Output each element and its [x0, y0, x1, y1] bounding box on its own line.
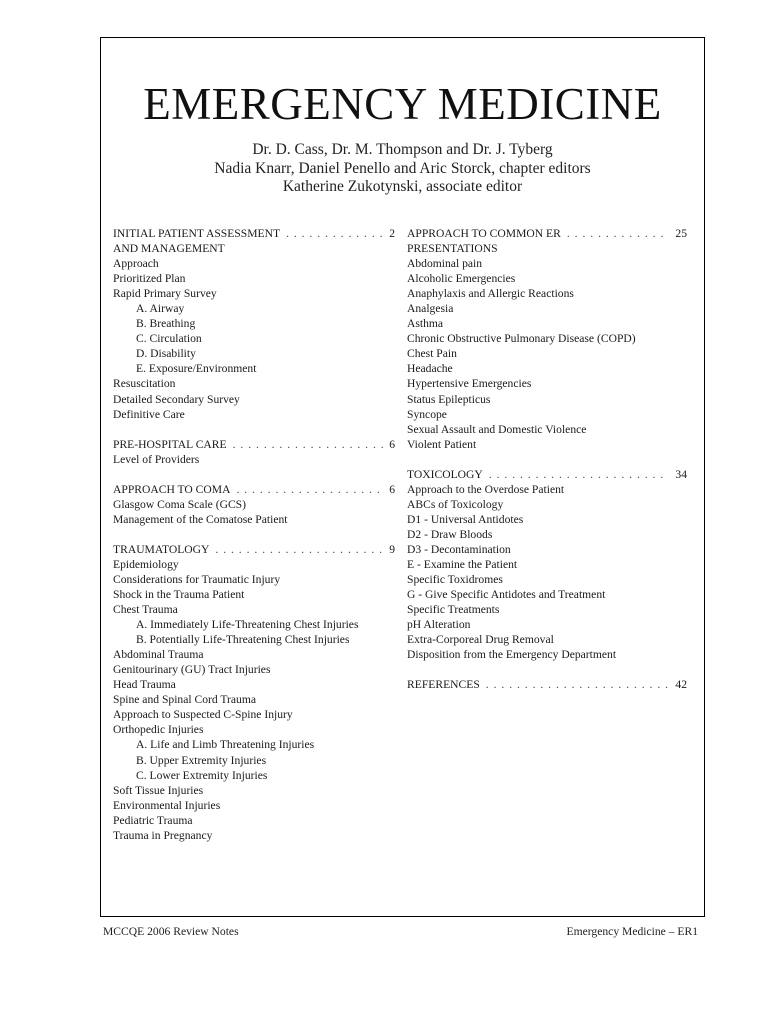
toc-item[interactable]: Anaphylaxis and Allergic Reactions [407, 287, 574, 301]
toc-heading-text: REFERENCES [407, 678, 480, 692]
toc-item[interactable]: A. Immediately Life-Threatening Chest Injuries [136, 618, 359, 632]
toc-item[interactable]: pH Alteration [407, 618, 471, 632]
authors-line: Dr. D. Cass, Dr. M. Thompson and Dr. J. Tyberg [252, 141, 553, 158]
toc-item[interactable]: Chest Pain [407, 347, 457, 361]
toc-item[interactable]: Analgesia [407, 302, 454, 316]
toc-item[interactable]: Abdominal pain [407, 257, 483, 271]
toc-section-heading[interactable] [407, 677, 687, 692]
toc-item[interactable]: Approach [113, 257, 159, 271]
associate-editor-line: Katherine Zukotynski, associate editor [282, 178, 523, 195]
toc-section-approach-to-coma [113, 482, 395, 527]
toc-item[interactable]: Orthopedic Injuries [113, 723, 204, 737]
toc-section-toxicology [407, 467, 687, 663]
toc-item[interactable]: Extra-Corporeal Drug Removal [407, 633, 554, 647]
toc-section-pre-hospital-care [113, 437, 395, 467]
toc-item[interactable]: Abdominal Trauma [113, 648, 204, 662]
toc-item[interactable]: Definitive Care [113, 407, 185, 421]
toc-page-number: 6 [389, 437, 395, 451]
toc-item[interactable]: Prioritized Plan [113, 272, 186, 286]
toc-item[interactable]: Epidemiology [113, 557, 179, 571]
toc-leader-dots [233, 437, 384, 452]
toc-section-heading[interactable] [407, 467, 687, 482]
toc-heading-text: TOXICOLOGY [407, 467, 483, 481]
toc-leader-dots [215, 542, 383, 557]
toc-item[interactable]: ABCs of Toxicology [407, 497, 504, 511]
toc-item[interactable]: E. Exposure/Environment [136, 362, 257, 376]
toc-section-traumatology [113, 542, 395, 843]
toc-item[interactable]: Disposition from the Emergency Department [407, 648, 617, 662]
toc-item[interactable]: Detailed Secondary Survey [113, 392, 240, 406]
toc-item[interactable]: G - Give Specific Antidotes and Treatment [407, 588, 606, 602]
toc-item[interactable]: Status Epilepticus [407, 392, 491, 406]
footer-right: Emergency Medicine – ER1 [566, 925, 698, 938]
toc-heading-continuation: AND MANAGEMENT [113, 242, 225, 256]
toc-item[interactable]: Chronic Obstructive Pulmonary Disease (COPD) [407, 332, 636, 346]
toc-item[interactable]: A. Life and Limb Threatening Injuries [136, 738, 315, 752]
toc-heading-text: APPROACH TO COMA [113, 482, 231, 496]
toc-item[interactable]: B. Potentially Life-Threatening Chest Injuries [136, 633, 350, 647]
toc-item[interactable]: Genitourinary (GU) Tract Injuries [113, 663, 271, 677]
toc-item[interactable]: Shock in the Trauma Patient [113, 587, 245, 601]
toc-page-number: 42 [675, 678, 687, 692]
page-title: EMERGENCY MEDICINE [143, 79, 662, 129]
toc-item[interactable]: Chest Trauma [113, 603, 178, 617]
toc-item[interactable]: Alcoholic Emergencies [407, 272, 516, 286]
toc-item[interactable]: Trauma in Pregnancy [113, 828, 213, 842]
toc-section-heading[interactable] [113, 542, 395, 557]
toc-item[interactable]: B. Breathing [136, 317, 196, 331]
toc-page-number: 34 [675, 467, 687, 481]
toc-item[interactable]: Syncope [407, 407, 447, 421]
toc-item[interactable]: Approach to the Overdose Patient [407, 482, 565, 496]
toc-heading-text: APPROACH TO COMMON ER [407, 227, 561, 240]
toc-item[interactable]: Hypertensive Emergencies [407, 377, 532, 391]
toc-section-heading[interactable] [113, 437, 395, 452]
toc-section-heading[interactable] [407, 226, 687, 241]
toc-left-column [113, 226, 395, 858]
toc-page-number: 2 [389, 227, 395, 240]
toc-item[interactable]: Spine and Spinal Cord Trauma [113, 693, 256, 707]
footer-left: MCCQE 2006 Review Notes [103, 925, 239, 938]
authors-block [101, 141, 704, 197]
toc-item[interactable]: Soft Tissue Injuries [113, 783, 204, 797]
editors-line: Nadia Knarr, Daniel Penello and Aric Storck, chapter editors [214, 159, 591, 177]
toc-item[interactable]: Glasgow Coma Scale (GCS) [113, 497, 246, 511]
toc-item[interactable]: D3 - Decontamination [407, 542, 511, 556]
toc-leader-dots [286, 226, 383, 241]
toc-item[interactable]: Considerations for Traumatic Injury [113, 572, 281, 586]
toc-item[interactable]: Resuscitation [113, 377, 176, 391]
toc-item[interactable]: Sexual Assault and Domestic Violence [407, 422, 587, 436]
toc-section-approach-to-common-er-presentations [407, 226, 687, 452]
page-frame [100, 37, 705, 917]
toc-item[interactable]: D1 - Universal Antidotes [407, 512, 524, 526]
toc-section-heading[interactable] [113, 482, 395, 497]
toc-item[interactable]: Specific Treatments [407, 603, 500, 617]
toc-item[interactable]: Head Trauma [113, 678, 176, 692]
toc-item[interactable]: C. Circulation [136, 332, 202, 346]
toc-heading-text: TRAUMATOLOGY [113, 542, 210, 556]
toc-leader-dots [236, 482, 383, 497]
toc-item[interactable]: C. Lower Extremity Injuries [136, 768, 268, 782]
toc-right-column [407, 226, 687, 707]
toc-heading-text: PRE-HOSPITAL CARE [113, 437, 227, 451]
toc-leader-dots [486, 677, 670, 692]
toc-item[interactable]: A. Airway [136, 302, 185, 316]
toc-item[interactable]: D2 - Draw Bloods [407, 527, 493, 541]
toc-item[interactable]: E - Examine the Patient [407, 557, 518, 571]
toc-page-number: 9 [389, 542, 395, 556]
toc-leader-dots [567, 226, 670, 241]
toc-item[interactable]: Violent Patient [407, 437, 477, 451]
toc-item[interactable]: Asthma [407, 317, 444, 331]
toc-item[interactable]: Headache [407, 362, 453, 376]
toc-item[interactable]: Pediatric Trauma [113, 813, 193, 827]
toc-page-number: 6 [389, 482, 395, 496]
toc-section-initial-patient-assessment-and-management [113, 226, 395, 422]
toc-item[interactable]: Level of Providers [113, 452, 200, 466]
toc-item[interactable]: Management of the Comatose Patient [113, 512, 288, 526]
toc-section-heading[interactable] [113, 226, 395, 241]
toc-item[interactable]: Approach to Suspected C-Spine Injury [113, 708, 293, 722]
toc-leader-dots [489, 467, 670, 482]
toc-heading-continuation: PRESENTATIONS [407, 242, 498, 256]
toc-heading-text: INITIAL PATIENT ASSESSMENT [113, 227, 281, 240]
toc-item[interactable]: B. Upper Extremity Injuries [136, 753, 267, 767]
toc-page-number: 25 [675, 227, 687, 240]
toc-item[interactable]: Rapid Primary Survey [113, 287, 217, 301]
toc-item[interactable]: Specific Toxidromes [407, 573, 503, 587]
toc-item[interactable]: D. Disability [136, 347, 196, 361]
toc-item[interactable]: Environmental Injuries [113, 798, 221, 812]
toc-section-references [407, 677, 687, 692]
